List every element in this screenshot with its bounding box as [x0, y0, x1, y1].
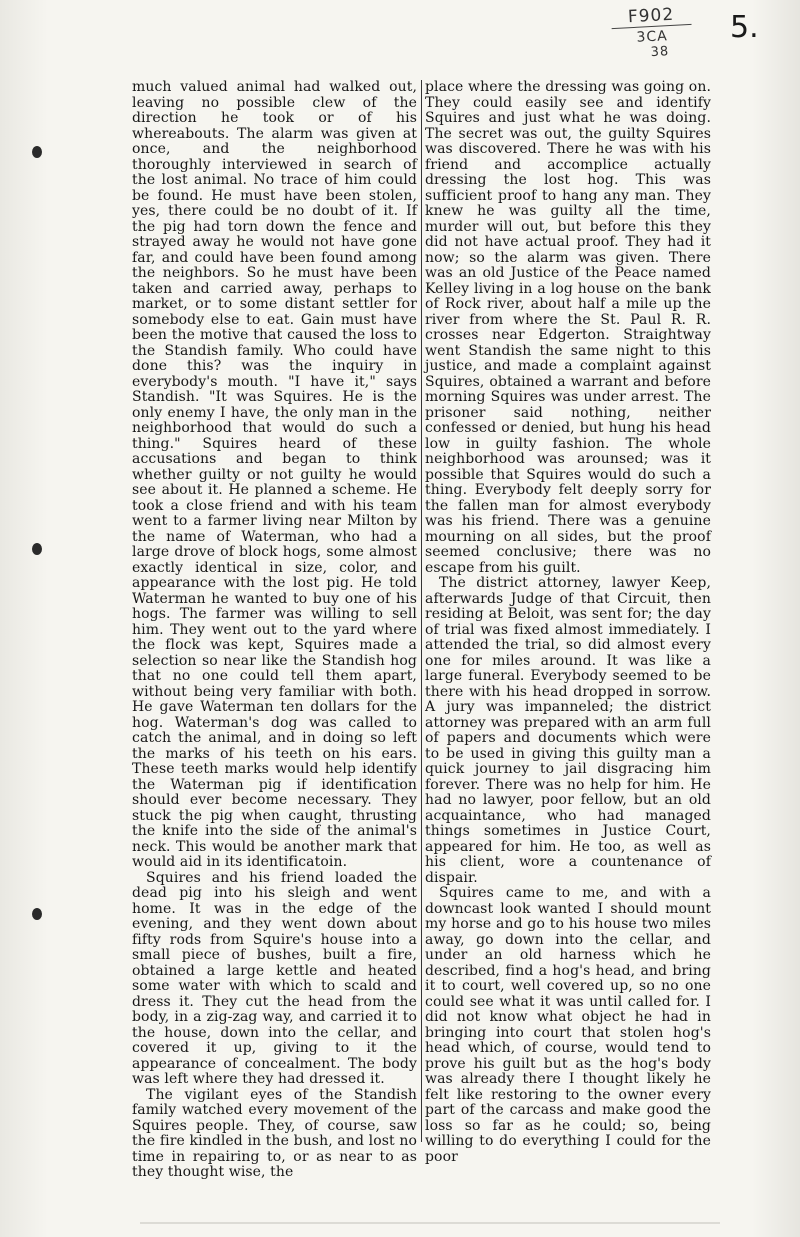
page-number: 5.: [730, 10, 759, 45]
paragraph: The vigilant eyes of the Standish family watched every movement of the Squires people. They, of course, saw the fire kindled in the bush, and lost no time in repairing to, or as near to as they thought wise, the: [132, 1086, 417, 1180]
archive-note-line-1: F902: [611, 6, 692, 29]
archive-note-line-2: 3CA: [636, 28, 669, 46]
paragraph: Squires and his friend loaded the dead pig into his sleigh and went home. It was in the edge of the evening, and they went down about fifty rods from Squire's house into a small piece of bushes, built a fire, obtained a large kettle and heated some water with which to scald and dress it. They cut the head from the body, in a zig-zag way, and carried it to the house, down into the cellar, and covered it up, giving to it the appearance of concealment. The body was left where they had dressed it.: [132, 869, 417, 1087]
paragraph: The district attorney, lawyer Keep, afterwards Judge of that Circuit, then residing at Beloit, was sent for; the day of trial was fixed almost immediately. I attended the trial, so did almost every one for miles around. It was like a large funeral. Everybody seemed to be there with his head dropped in sorrow. A jury was impanneled; the district attorney was prepared with an arm full of papers and documents which were to be used in giving this guilty man a quick journey to jail disgracing him forever. There was no help for him. He had no lawyer, poor fellow, but an old acquaintance, who had managed things sometimes in Justice Court, appeared for him. He too, as well as his client, wore a countenance of dispair.: [425, 575, 711, 886]
archive-note-line-3: 38: [650, 44, 670, 61]
binding-hole-icon: [32, 908, 42, 920]
paragraph: much valued animal had walked out, leaving no possible clew of the direction he took or of his whereabouts. The alarm was given at once, and the neighborhood thoroughly interviewed in search of the lost animal. No trace of him could be found. He must have been stolen, yes, there could be no doubt of it. If the pig had torn down the fence and strayed away he would not have gone far, and could have been found among the neighbors. So he must have been taken and carried away, perhaps to market, or to some distant settler for somebody else to eat. Gain must have been the motive that caused the loss to the Standish family. Who could have done this? was the inquiry in everybody's mouth. "I have it," says Standish. "It was Squires. He is the only enemy I have, the only man in the neighborhood that would do such a thing." Squires heard of these accusations and began to think whether guilty or not guilty he would see about it. He planned a scheme. He took a close friend and with his team went to a farmer living near Milton by the name of Waterman, who had a large drove of block hogs, some almost exactly identical in size, color, and appearance with the lost pig. He told Waterman he wanted to buy one of his hogs. The farmer was willing to sell him. They went out to the yard where the flock was kept, Squires made a selection so near like the Standish hog that no one could tell them apart, without being very familiar with both. He gave Waterman ten dollars for the hog. Waterman's dog was called to catch the animal, and in doing so left the marks of his teeth on his ears. These teeth marks would help identify the Waterman pig if identification should ever become necessary. They stuck the pig when caught, thrusting the knife into the side of the animal's neck. This would be another mark that would aid in its identificatoin.: [132, 79, 417, 870]
binding-hole-icon: [32, 146, 42, 158]
binding-hole-icon: [32, 543, 42, 555]
paragraph: place where the dressing was going on. They could easily see and identify Squires and just what he was doing. The secret was out, the guilty Squires was discovered. There he was with his friend and accomplice actually dressing the lost hog. This was sufficient proof to hang any man. They knew he was guilty all the time, murder will out, but before this they did not have actual proof. They had it now; so the alarm was given. There was an old Justice of the Peace named Kelley living in a log house on the bank of Rock river, about half a mile up the river from where the St. Paul R. R. crosses near Edgerton. Straightway went Standish the same night to this justice, and made a complaint against Squires, obtained a warrant and before morning Squires was under arrest. The prisoner said nothing, neither confessed or denied, but hung his head low in guilty fashion. The whole neighborhood was arounsed; was it possible that Squires would do such a thing. Everybody felt deeply sorry for the fallen man for almost everybody was his friend. There was a genuine mourning on all sides, but the proof seemed conclusive; there was no escape from his guilt.: [425, 79, 711, 576]
paragraph: Squires came to me, and with a downcast look wanted I should mount my horse and go to his house two miles away, go down into the cellar, and under an old harness which he described, find a hog's head, and bring it to court, well covered up, so no one could see what it was until called for. I did not know what object he had in bringing into court that stolen hog's head which, of course, would tend to prove his guilt but as the hog's body was already there I thought likely he felt like restoring to the owner every part of the carcass and make good the loss so far as he could; so, being willing to do everything I could for the poor: [425, 885, 711, 1165]
archive-catalog-note: [611, 6, 694, 63]
right-text-column: [425, 80, 711, 1165]
left-text-column: [132, 79, 422, 1180]
scan-artifact: [140, 1222, 720, 1224]
